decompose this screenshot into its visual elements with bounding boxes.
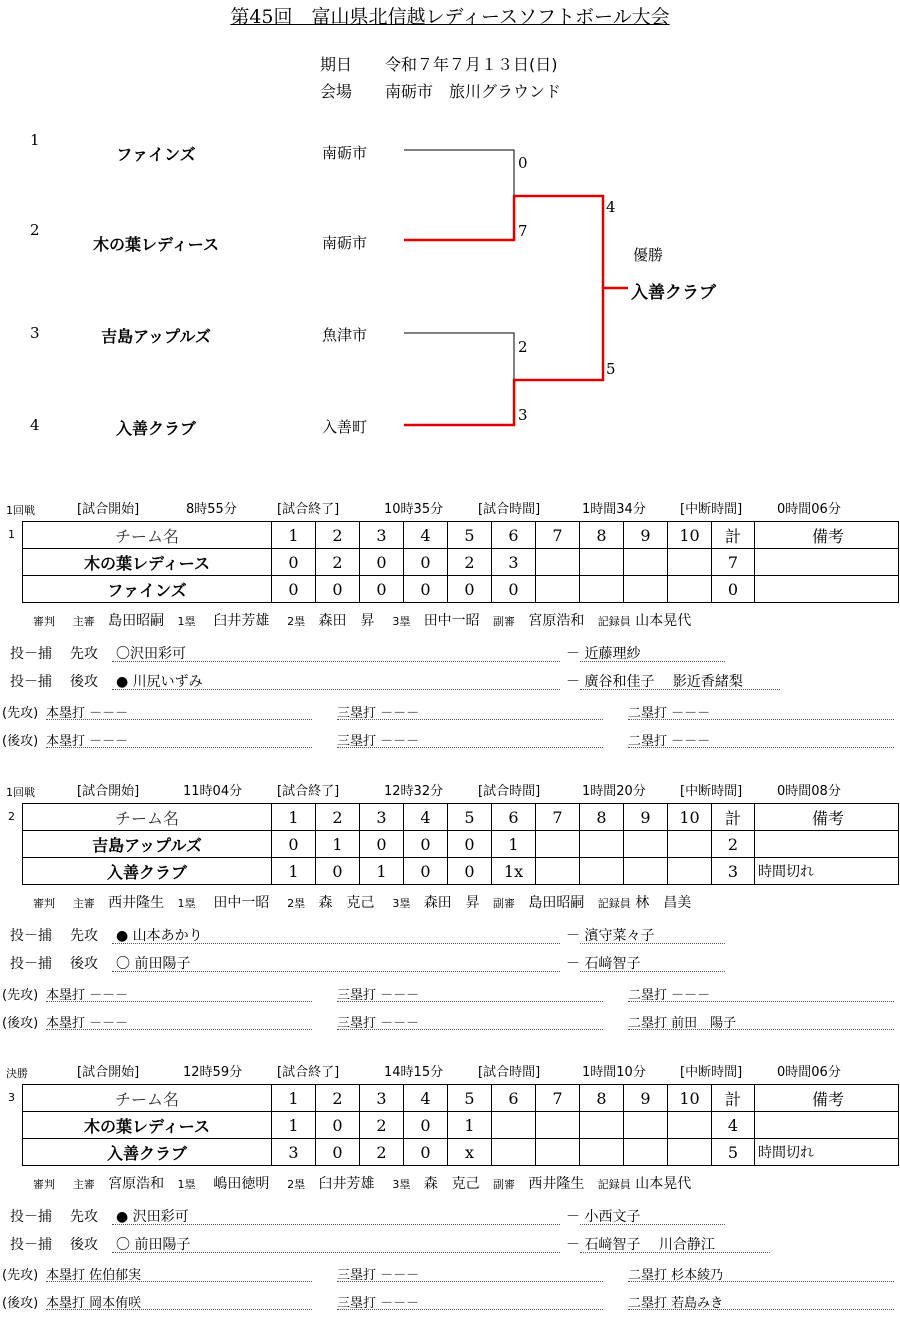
total-score: 3 xyxy=(712,858,755,885)
team-header: チーム名 xyxy=(23,804,272,831)
bracket-team-name: 木の葉レディース xyxy=(93,235,219,254)
battery-side: 先攻 xyxy=(70,928,98,944)
inning-header: 10 xyxy=(668,804,712,831)
inning-header: 4 xyxy=(404,804,448,831)
triples: 三塁打 －－－ xyxy=(337,988,420,1003)
inning-score: 3 xyxy=(492,549,536,576)
inning-score: 0 xyxy=(448,858,492,885)
batting-side: (後攻) xyxy=(2,734,39,749)
note: 時間切れ xyxy=(755,858,899,885)
inning-score: 0 xyxy=(404,576,448,603)
inning-score: 2 xyxy=(360,1139,404,1166)
bracket-team-town: 魚津市 xyxy=(322,326,368,344)
inning-score xyxy=(580,1112,624,1139)
inning-score xyxy=(668,831,712,858)
home-runs: 本塁打 佐伯郁実 xyxy=(46,1268,142,1283)
umpires: 審判 主審 宮原浩和 1塁 嶋田徳明 2塁 臼井芳雄 3塁 森 克己 副審 西井隆生 記録員 山本晃代 xyxy=(33,1176,692,1192)
end-label: [試合終了] xyxy=(277,502,340,517)
inning-score: 1 xyxy=(272,858,316,885)
pitcher: ● 山本あかり xyxy=(116,928,203,944)
start-label: [試合開始] xyxy=(77,784,140,799)
inning-header: 8 xyxy=(580,804,624,831)
inning-score: 0 xyxy=(404,831,448,858)
inning-score xyxy=(580,1139,624,1166)
inning-score: 1 xyxy=(272,1112,316,1139)
seed-number: 2 xyxy=(30,221,40,239)
inning-score xyxy=(536,576,580,603)
pitcher: ● 沢田彩可 xyxy=(116,1209,189,1225)
total-header: 計 xyxy=(712,522,755,549)
inning-header: 4 xyxy=(404,1085,448,1112)
bracket-lines xyxy=(0,0,900,460)
inning-score xyxy=(536,549,580,576)
team-header: チーム名 xyxy=(23,522,272,549)
scoreboard xyxy=(22,521,899,603)
inning-header: 9 xyxy=(624,804,668,831)
batting-side: (先攻) xyxy=(2,706,39,721)
dotted-line xyxy=(46,1029,312,1030)
round-label: 決勝 xyxy=(6,1067,28,1080)
total-header: 計 xyxy=(712,804,755,831)
bracket-line xyxy=(404,150,514,196)
inning-header: 3 xyxy=(360,804,404,831)
triples: 三塁打 －－－ xyxy=(337,1268,420,1283)
duration: 1時間34分 xyxy=(582,502,646,517)
note xyxy=(755,1112,899,1139)
inning-score: 2 xyxy=(360,1112,404,1139)
triples: 三塁打 －－－ xyxy=(337,734,420,749)
score-row xyxy=(23,831,899,858)
venue-label: 会場 xyxy=(320,82,353,101)
end-time: 14時15分 xyxy=(384,1065,444,1080)
bracket-team-town: 南砺市 xyxy=(322,234,368,252)
duration-label: [試合時間] xyxy=(478,502,541,517)
inning-header: 10 xyxy=(668,1085,712,1112)
round-label: 1回戦 xyxy=(6,786,35,799)
inning-score: 3 xyxy=(272,1139,316,1166)
note-header: 備考 xyxy=(755,522,899,549)
bracket-team-name: 入善クラブ xyxy=(115,419,196,438)
bracket-score: 3 xyxy=(518,406,528,424)
inning-header: 2 xyxy=(316,1085,360,1112)
dotted-line xyxy=(46,719,312,720)
inning-score: 0 xyxy=(360,576,404,603)
inning-score xyxy=(668,858,712,885)
inning-score: 0 xyxy=(316,1112,360,1139)
bracket-team-name: ファインズ xyxy=(116,145,196,164)
scoreboard xyxy=(22,1084,899,1166)
inning-header: 3 xyxy=(360,1085,404,1112)
team-name: 入善クラブ xyxy=(23,858,272,885)
inning-header: 6 xyxy=(492,804,536,831)
start-label: [試合開始] xyxy=(77,502,140,517)
inning-header: 1 xyxy=(272,804,316,831)
inning-score: 0 xyxy=(360,831,404,858)
round-label: 1回戦 xyxy=(6,504,35,517)
doubles: 二塁打 前田 陽子 xyxy=(628,1016,737,1031)
note: 時間切れ xyxy=(755,1139,899,1166)
inning-score: x xyxy=(448,1139,492,1166)
home-runs: 本塁打 －－－ xyxy=(46,706,129,721)
bracket-score: 5 xyxy=(606,360,616,378)
inning-header: 7 xyxy=(536,522,580,549)
battery-label: 投－捕 xyxy=(10,674,52,690)
team-name: 木の葉レディース xyxy=(23,1112,272,1139)
dotted-line xyxy=(112,1252,560,1253)
note xyxy=(755,549,899,576)
scoreboard-header xyxy=(23,522,899,549)
inning-score: 0 xyxy=(448,576,492,603)
dotted-line xyxy=(46,747,312,748)
inning-header: 9 xyxy=(624,1085,668,1112)
inning-score xyxy=(536,831,580,858)
interrupt-time: 0時間08分 xyxy=(777,784,841,799)
game-number: 3 xyxy=(8,1091,15,1104)
duration-label: [試合時間] xyxy=(478,784,541,799)
inning-header: 5 xyxy=(448,1085,492,1112)
inning-header: 9 xyxy=(624,522,668,549)
catcher: － 近藤理紗 xyxy=(566,646,641,662)
home-runs: 本塁打 －－－ xyxy=(46,988,129,1003)
note-header: 備考 xyxy=(755,1085,899,1112)
end-label: [試合終了] xyxy=(277,1065,340,1080)
inning-score: 2 xyxy=(448,549,492,576)
doubles: 二塁打 若島みき xyxy=(628,1296,724,1311)
inning-score: 1 xyxy=(360,858,404,885)
inning-header: 2 xyxy=(316,522,360,549)
doubles: 二塁打 －－－ xyxy=(628,706,711,721)
inning-score: 1 xyxy=(316,831,360,858)
battery-label: 投－捕 xyxy=(10,1237,52,1253)
battery-side: 先攻 xyxy=(70,1209,98,1225)
home-runs: 本塁打 岡本侑咲 xyxy=(46,1296,142,1311)
interrupt-label: [中断時間] xyxy=(680,1065,743,1080)
catcher: － 石﨑智子 xyxy=(566,956,641,972)
battery-label: 投－捕 xyxy=(10,646,52,662)
dotted-line xyxy=(580,1224,725,1225)
venue-value: 南砺市 旅川グラウンド xyxy=(385,82,562,101)
scoreboard-header xyxy=(23,804,899,831)
dotted-line xyxy=(337,747,603,748)
bracket-score: 7 xyxy=(518,222,528,240)
note-header: 備考 xyxy=(755,804,899,831)
inning-header: 6 xyxy=(492,522,536,549)
inning-score: 0 xyxy=(272,549,316,576)
duration-label: [試合時間] xyxy=(478,1065,541,1080)
catcher: － 石﨑智子 川合静江 xyxy=(566,1237,715,1253)
start-time: 11時04分 xyxy=(183,784,243,799)
inning-score: 0 xyxy=(316,858,360,885)
inning-header: 2 xyxy=(316,804,360,831)
dotted-line xyxy=(628,1001,894,1002)
dotted-line xyxy=(628,719,894,720)
team-name: 木の葉レディース xyxy=(23,549,272,576)
inning-header: 5 xyxy=(448,804,492,831)
inning-score xyxy=(624,858,668,885)
inning-score xyxy=(536,1139,580,1166)
dotted-line xyxy=(337,1281,603,1282)
battery-label: 投－捕 xyxy=(10,1209,52,1225)
bracket-win-line xyxy=(404,288,628,425)
end-time: 12時32分 xyxy=(384,784,444,799)
triples: 三塁打 －－－ xyxy=(337,1296,420,1311)
inning-header: 8 xyxy=(580,1085,624,1112)
score-row xyxy=(23,858,899,885)
interrupt-label: [中断時間] xyxy=(680,502,743,517)
total-score: 2 xyxy=(712,831,755,858)
battery-label: 投－捕 xyxy=(10,956,52,972)
score-row xyxy=(23,1139,899,1166)
pitcher: 〇 前田陽子 xyxy=(116,1237,191,1253)
dotted-line xyxy=(628,1309,894,1310)
team-header: チーム名 xyxy=(23,1085,272,1112)
start-time: 8時55分 xyxy=(186,502,237,517)
batting-side: (先攻) xyxy=(2,1268,39,1283)
note xyxy=(755,576,899,603)
inning-header: 6 xyxy=(492,1085,536,1112)
triples: 三塁打 －－－ xyxy=(337,706,420,721)
dotted-line xyxy=(112,661,560,662)
scoreboard xyxy=(22,803,899,885)
inning-score xyxy=(624,576,668,603)
bracket-score: 2 xyxy=(518,338,528,356)
battery-label: 投－捕 xyxy=(10,928,52,944)
team-name: ファインズ xyxy=(23,576,272,603)
score-row xyxy=(23,549,899,576)
inning-score: 2 xyxy=(316,549,360,576)
seed-number: 1 xyxy=(30,131,40,149)
battery-side: 先攻 xyxy=(70,646,98,662)
team-name: 入善クラブ xyxy=(23,1139,272,1166)
inning-score xyxy=(668,1112,712,1139)
inning-score: 0 xyxy=(316,576,360,603)
inning-score: 0 xyxy=(272,576,316,603)
note xyxy=(755,831,899,858)
seed-number: 3 xyxy=(30,324,40,342)
bracket-score: 4 xyxy=(606,198,616,216)
game-number: 2 xyxy=(8,810,15,823)
inning-header: 1 xyxy=(272,522,316,549)
end-time: 10時35分 xyxy=(384,502,444,517)
dotted-line xyxy=(112,1224,560,1225)
inning-score: 0 xyxy=(448,831,492,858)
inning-score xyxy=(624,1112,668,1139)
inning-score: 0 xyxy=(316,1139,360,1166)
inning-score xyxy=(536,1112,580,1139)
inning-header: 1 xyxy=(272,1085,316,1112)
inning-score xyxy=(580,576,624,603)
pitcher: 〇 前田陽子 xyxy=(116,956,191,972)
dotted-line xyxy=(112,689,560,690)
inning-score: 0 xyxy=(404,1139,448,1166)
dotted-line xyxy=(580,943,725,944)
battery-side: 後攻 xyxy=(70,674,98,690)
dotted-line xyxy=(337,1029,603,1030)
score-row xyxy=(23,576,899,603)
bracket-win-line xyxy=(404,196,603,288)
page-title: 第45回 富山県北信越レディースソフトボール大会 xyxy=(230,6,670,28)
dotted-line xyxy=(628,1029,894,1030)
inning-score xyxy=(624,831,668,858)
dotted-line xyxy=(112,943,560,944)
total-score: 0 xyxy=(712,576,755,603)
dotted-line xyxy=(337,719,603,720)
seed-number: 4 xyxy=(30,416,40,434)
inning-score: 1x xyxy=(492,858,536,885)
inning-score: 0 xyxy=(360,549,404,576)
inning-score xyxy=(580,549,624,576)
bracket-team-town: 入善町 xyxy=(322,418,368,436)
inning-header: 3 xyxy=(360,522,404,549)
dotted-line xyxy=(580,689,780,690)
champion-name: 入善クラブ xyxy=(631,283,716,303)
team-name: 吉島アップルズ xyxy=(23,831,272,858)
duration: 1時間10分 xyxy=(582,1065,646,1080)
inning-header: 4 xyxy=(404,522,448,549)
pitcher: 〇沢田彩可 xyxy=(116,646,186,662)
scoreboard-header xyxy=(23,1085,899,1112)
inning-score xyxy=(580,831,624,858)
interrupt-label: [中断時間] xyxy=(680,784,743,799)
inning-score xyxy=(536,858,580,885)
game-number: 1 xyxy=(8,528,15,541)
inning-score: 0 xyxy=(492,576,536,603)
umpires: 審判 主審 島田昭嗣 1塁 臼井芳雄 2塁 森田 昇 3塁 田中一昭 副審 宮原浩和 記録員 山本晃代 xyxy=(33,613,692,629)
inning-score: 1 xyxy=(492,831,536,858)
dotted-line xyxy=(46,1281,312,1282)
total-header: 計 xyxy=(712,1085,755,1112)
inning-score xyxy=(624,549,668,576)
doubles: 二塁打 －－－ xyxy=(628,734,711,749)
catcher: － 小西文子 xyxy=(566,1209,641,1225)
inning-score xyxy=(580,858,624,885)
duration: 1時間20分 xyxy=(582,784,646,799)
bracket-team-name: 吉島アップルズ xyxy=(101,327,211,346)
inning-score xyxy=(668,1139,712,1166)
catcher: － 濱守菜々子 xyxy=(566,928,655,944)
dotted-line xyxy=(628,1281,894,1282)
dotted-line xyxy=(46,1001,312,1002)
dotted-line xyxy=(580,971,725,972)
dotted-line xyxy=(580,661,725,662)
batting-side: (先攻) xyxy=(2,988,39,1003)
bracket-line xyxy=(404,333,514,380)
batting-side: (後攻) xyxy=(2,1296,39,1311)
bracket-score: 0 xyxy=(518,154,528,172)
dotted-line xyxy=(337,1001,603,1002)
champion-label: 優勝 xyxy=(633,246,664,264)
total-score: 7 xyxy=(712,549,755,576)
inning-score: 0 xyxy=(404,1112,448,1139)
start-label: [試合開始] xyxy=(77,1065,140,1080)
inning-score: 0 xyxy=(404,858,448,885)
score-row xyxy=(23,1112,899,1139)
umpires: 審判 主審 西井隆生 1塁 田中一昭 2塁 森 克己 3塁 森田 昇 副審 島田昭嗣 記録員 林 昌美 xyxy=(33,895,692,911)
date-label: 期日 xyxy=(320,55,353,74)
inning-header: 8 xyxy=(580,522,624,549)
inning-header: 7 xyxy=(536,1085,580,1112)
inning-score xyxy=(492,1139,536,1166)
pitcher: ● 川尻いずみ xyxy=(116,674,203,690)
date-value: 令和７年７月１３日(日) xyxy=(385,55,558,74)
dotted-line xyxy=(337,1309,603,1310)
battery-side: 後攻 xyxy=(70,1237,98,1253)
inning-score xyxy=(668,549,712,576)
inning-score: 1 xyxy=(448,1112,492,1139)
total-score: 5 xyxy=(712,1139,755,1166)
inning-score xyxy=(624,1139,668,1166)
doubles: 二塁打 杉本綾乃 xyxy=(628,1268,724,1283)
catcher: － 廣谷和佳子 影近香緒梨 xyxy=(566,674,743,690)
total-score: 4 xyxy=(712,1112,755,1139)
interrupt-time: 0時間06分 xyxy=(777,1065,841,1080)
inning-score xyxy=(492,1112,536,1139)
dotted-line xyxy=(112,971,560,972)
dotted-line xyxy=(628,747,894,748)
interrupt-time: 0時間06分 xyxy=(777,502,841,517)
home-runs: 本塁打 －－－ xyxy=(46,1016,129,1031)
inning-header: 5 xyxy=(448,522,492,549)
end-label: [試合終了] xyxy=(277,784,340,799)
start-time: 12時59分 xyxy=(183,1065,243,1080)
home-runs: 本塁打 －－－ xyxy=(46,734,129,749)
dotted-line xyxy=(46,1309,312,1310)
doubles: 二塁打 －－－ xyxy=(628,988,711,1003)
inning-score: 0 xyxy=(404,549,448,576)
inning-header: 10 xyxy=(668,522,712,549)
battery-side: 後攻 xyxy=(70,956,98,972)
bracket-team-town: 南砺市 xyxy=(322,144,368,162)
batting-side: (後攻) xyxy=(2,1016,39,1031)
inning-header: 7 xyxy=(536,804,580,831)
dotted-line xyxy=(580,1252,770,1253)
inning-score xyxy=(668,576,712,603)
inning-score: 0 xyxy=(272,831,316,858)
triples: 三塁打 －－－ xyxy=(337,1016,420,1031)
